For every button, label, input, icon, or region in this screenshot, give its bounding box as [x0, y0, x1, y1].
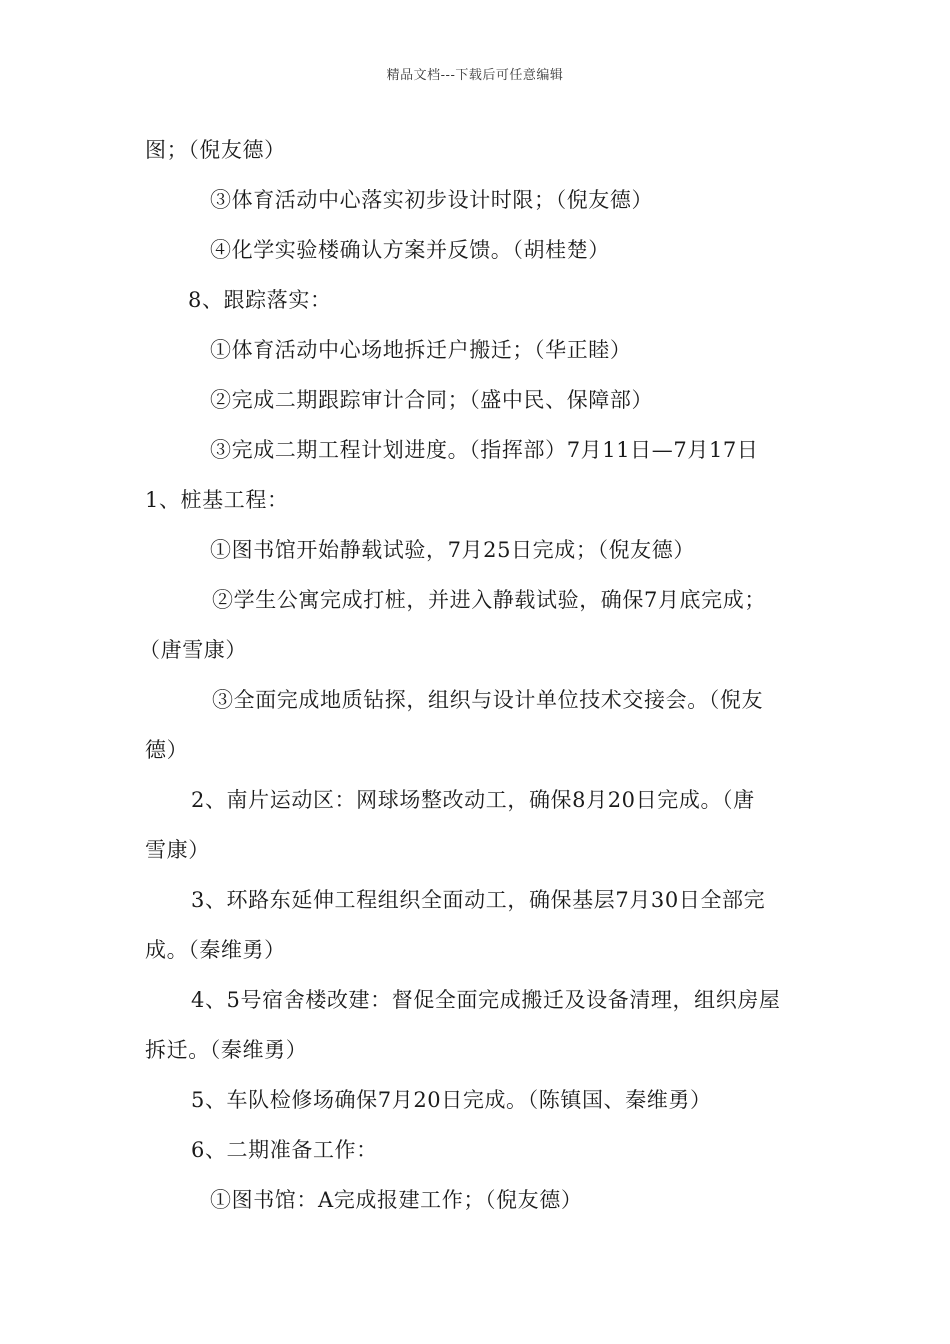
body-line: （唐雪康）: [139, 638, 247, 662]
body-line: ③体育活动中心落实初步设计时限；（倪友德）: [210, 188, 654, 212]
body-line: 2、南片运动区：网球场整改动工，确保8月20日完成。（唐: [191, 788, 755, 812]
body-line: 拆迁。（秦维勇）: [145, 1038, 308, 1062]
document-body: [139, 132, 810, 1232]
body-line: ①体育活动中心场地拆迁户搬迁；（华正睦）: [210, 338, 632, 362]
body-line: ②学生公寓完成打桩，并进入静载试验，确保7月底完成；: [212, 588, 766, 612]
section-heading: 1、桩基工程：: [145, 488, 289, 512]
body-line: 雪康）: [145, 838, 210, 862]
section-heading: 6、二期准备工作：: [191, 1138, 378, 1162]
section-heading: 8、跟踪落实：: [188, 288, 332, 312]
body-line: ③全面完成地质钻探，组织与设计单位技术交接会。（倪友: [212, 688, 764, 712]
body-line: 成。（秦维勇）: [145, 938, 286, 962]
body-line: ②完成二期跟踪审计合同；（盛中民、保障部）: [210, 388, 654, 412]
body-line: 德）: [145, 738, 189, 762]
body-line: 3、环路东延伸工程组织全面动工，确保基层7月30日全部完: [191, 888, 766, 912]
body-line: ①图书馆：A完成报建工作；（倪友德）: [210, 1188, 583, 1212]
body-line: ③完成二期工程计划进度。（指挥部）7月11日—7月17日: [210, 438, 759, 462]
body-line: ④化学实验楼确认方案并反馈。（胡桂楚）: [210, 238, 610, 262]
body-line: 5、车队检修场确保7月20日完成。（陈镇国、秦维勇）: [191, 1088, 712, 1112]
body-line: 4、5号宿舍楼改建：督促全面完成搬迁及设备清理，组织房屋: [191, 988, 781, 1012]
body-line: ①图书馆开始静载试验，7月25日完成；（倪友德）: [210, 538, 695, 562]
body-line: 图；（倪友德）: [145, 138, 286, 162]
page-header: 精品文档---下载后可任意编辑: [386, 68, 564, 83]
